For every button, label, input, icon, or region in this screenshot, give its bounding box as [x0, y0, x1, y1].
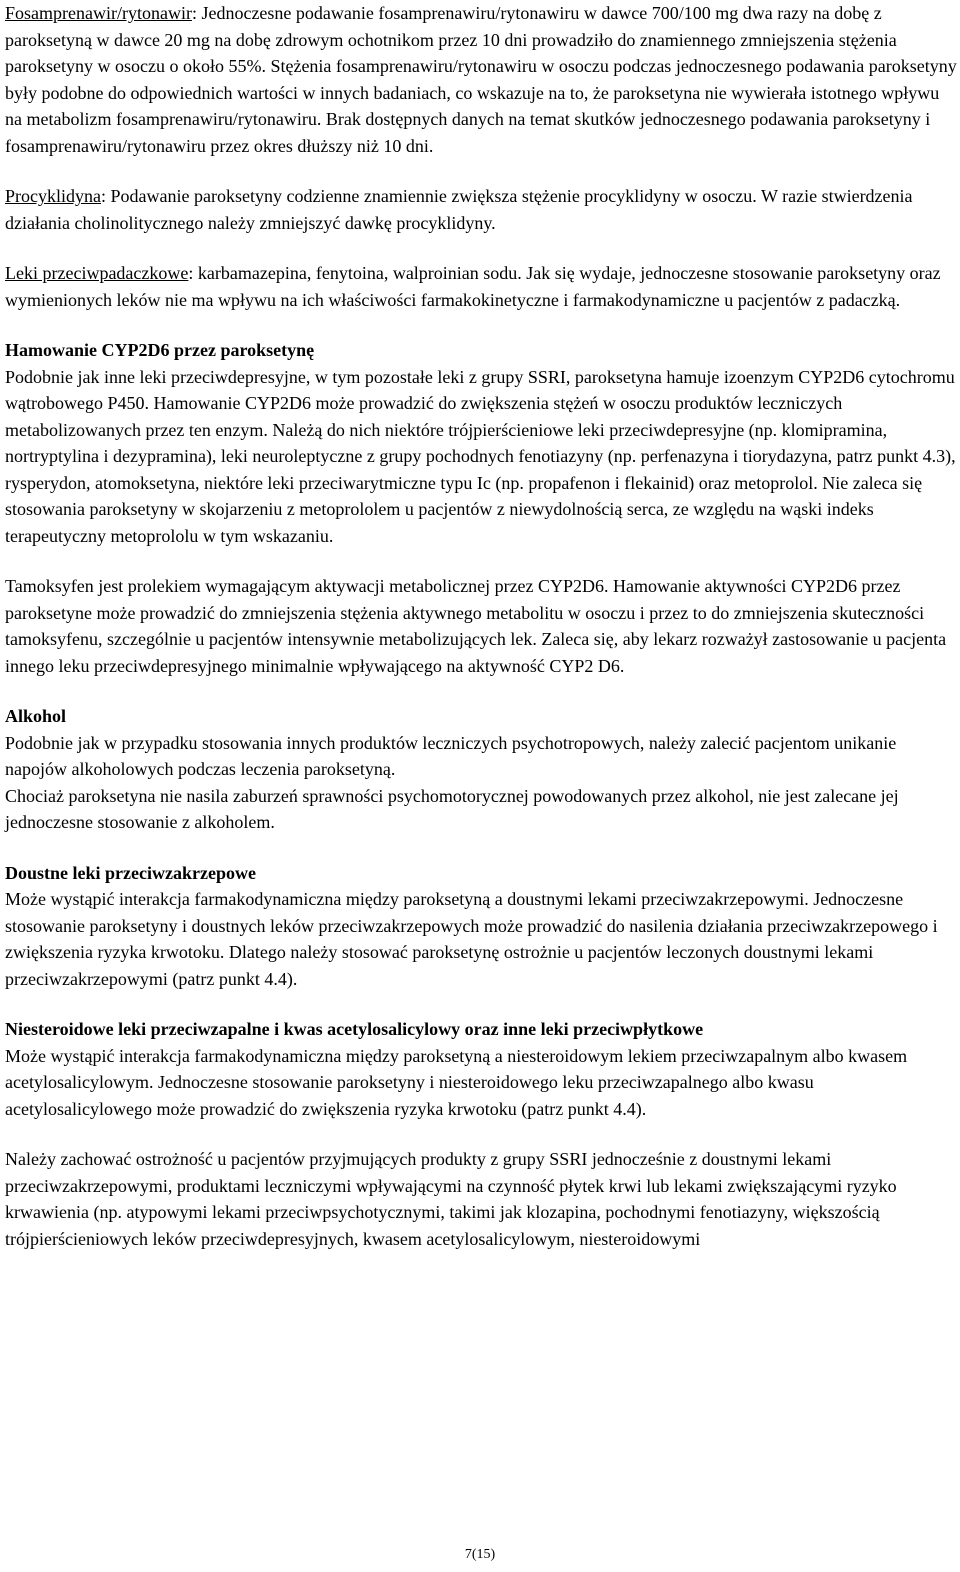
paragraph-ssri-ostroznosc: Należy zachować ostrożność u pacjentów przyjmujących produkty z grupy SSRI jednocześnie z doustnymi lekami przeciwzakrzepowymi, produktami leczniczymi wpływającymi na czynność płytek krwi lub lekami zwiększającymi ryzyko krwawienia (np. atypowymi lekami przeciwpsychotycznymi, takimi jak klozapina, pochodnymi fenotiazyny, większością trójpierścieniowych leków przeciwdepresyjnych, kwasem acetylosalicylowym, niesteroidowymi	[5, 1149, 897, 1249]
body-hamowanie-cyp2d6: Podobnie jak inne leki przeciwdepresyjne, w tym pozostałe leki z grupy SSRI, paroksetyna hamuje izoenzym CYP2D6 cytochromu wątrobowego P450. Hamowanie CYP2D6 może prowadzić do zwiększenia stężeń w osoczu produktów leczniczych metabolizowanych przez ten enzym. Należą do nich niektóre trójpierścieniowe leki przeciwdepresyjne (np. klomipramina, nortryptylina i dezypramina), leki neuroleptyczne z grupy pochodnych fenotiazyny (np. perfenazyna i tiorydazyna, patrz punkt 4.3), rysperydon, atomoksetyna, niektóre leki przeciwarytmiczne typu Ic (np. propafenon i flekainid) oraz metoprolol. Nie zaleca się stosowania paroksetyny w skojarzeniu z metoprololem u pacjentów z niewydolnością serca, ze względu na wąski indeks terapeutyczny metoprololu w tym wskazaniu.	[5, 366, 956, 546]
heading-fosamprenawir: Fosamprenawir/rytonawir	[5, 3, 192, 23]
paragraph-leki-przeciwpadaczkowe	[5, 260, 957, 313]
document-page	[5, 0, 957, 1252]
body-alkohol-2: Chociaż paroksetyna nie nasila zaburzeń sprawności psychomotorycznej powodowanych przez alkohol, nie jest zalecane jej jednoczesne stosowanie z alkoholem.	[5, 785, 899, 832]
body-doustne-leki: Może wystąpić interakcja farmakodynamiczna między paroksetyną a doustnymi lekami przeciwzakrzepowymi. Jednoczesne stosowanie paroksetyny i doustnych leków przeciwzakrzepowych może prowadzić do nasilenia działania przeciwzakrzepowego i zwiększenia ryzyka krwotoku. Dlatego należy stosować paroksetynę ostrożnie u pacjentów leczonych doustnymi lekami przeciwzakrzepowymi (patrz punkt 4.4).	[5, 889, 938, 989]
paragraph-procyklidyna	[5, 183, 957, 236]
body-procyklidyna: : Podawanie paroksetyny codzienne znamiennie zwiększa stężenie procyklidyny w osoczu. W razie stwierdzenia działania cholinolitycznego należy zmniejszyć dawkę procyklidyny.	[5, 186, 913, 233]
heading-doustne-leki: Doustne leki przeciwzakrzepowe	[5, 862, 256, 883]
body-niesteroidowe-leki: Może wystąpić interakcja farmakodynamiczna między paroksetyną a niesteroidowym lekiem przeciwzapalnym albo kwasem acetylosalicylowym. Jednoczesne stosowanie paroksetyny i niesteroidowego leku przeciwzapalnego albo kwasu acetylosalicylowego może prowadzić do zwiększenia ryzyka krwotoku (patrz punkt 4.4).	[5, 1045, 908, 1119]
paragraph-fosamprenawir	[5, 0, 957, 159]
heading-hamowanie-cyp2d6: Hamowanie CYP2D6 przez paroksetynę	[5, 340, 315, 360]
heading-alkohol: Alkohol	[5, 706, 67, 726]
heading-leki-przeciwpadaczkowe: Leki przeciwpadaczkowe	[5, 263, 189, 283]
body-fosamprenawir: : Jednoczesne podawanie fosamprenawiru/rytonawiru w dawce 700/100 mg dwa razy na dobę z paroksetyną w dawce 20 mg na dobę zdrowym ochotnikom przez 10 dni prowadziło do znamiennego zmniejszenia stężenia paroksetyny w osoczu o około 55%. Stężenia fosamprenawiru/rytonawiru w osoczu podczas jednoczesnego podawania paroksetyny były podobne do odpowiednich wartości w innych badaniach, co wskazuje na to, że paroksetyna nie wywierała istotnego wpływu na metabolizm fosamprenawiru/rytonawiru. Brak dostępnych danych na temat skutków jednoczesnego podawania paroksetyny i fosamprenawiru/rytonawiru przez okres dłuższy niż 10 dni.	[5, 3, 957, 156]
heading-niesteroidowe-leki: Niesteroidowe leki przeciwzapalne i kwas acetylosalicylowy oraz inne leki przeciwpłytkowe	[5, 1019, 704, 1039]
page-number: 7(15)	[464, 1547, 496, 1562]
paragraph-tamoksyfen: Tamoksyfen jest prolekiem wymagającym aktywacji metabolicznej przez CYP2D6. Hamowanie aktywności CYP2D6 przez paroksetyne może prowadzić do zmniejszenia stężenia aktywnego metabolitu w osoczu i przez to do zmniejszenia skuteczności tamoksyfenu, szczególnie u pacjentów intensywnie metabolizujących lek. Zaleca się, aby lekarz rozważył zastosowanie u pacjenta innego leku przeciwdepresyjnego minimalnie wpływającego na aktywność CYP2 D6.	[5, 576, 947, 676]
body-leki-przeciwpadaczkowe: : karbamazepina, fenytoina, walproinian sodu. Jak się wydaje, jednoczesne stosowanie paroksetyny oraz wymienionych leków nie ma wpływu na ich właściwości farmakokinetyczne i farmakodynamiczne u pacjentów z padaczką.	[5, 263, 941, 310]
body-alkohol-1: Podobnie jak w przypadku stosowania innych produktów leczniczych psychotropowych, należy zalecić pacjentom unikanie napojów alkoholowych podczas leczenia paroksetyną.	[5, 732, 897, 779]
heading-procyklidyna: Procyklidyna	[5, 186, 101, 206]
